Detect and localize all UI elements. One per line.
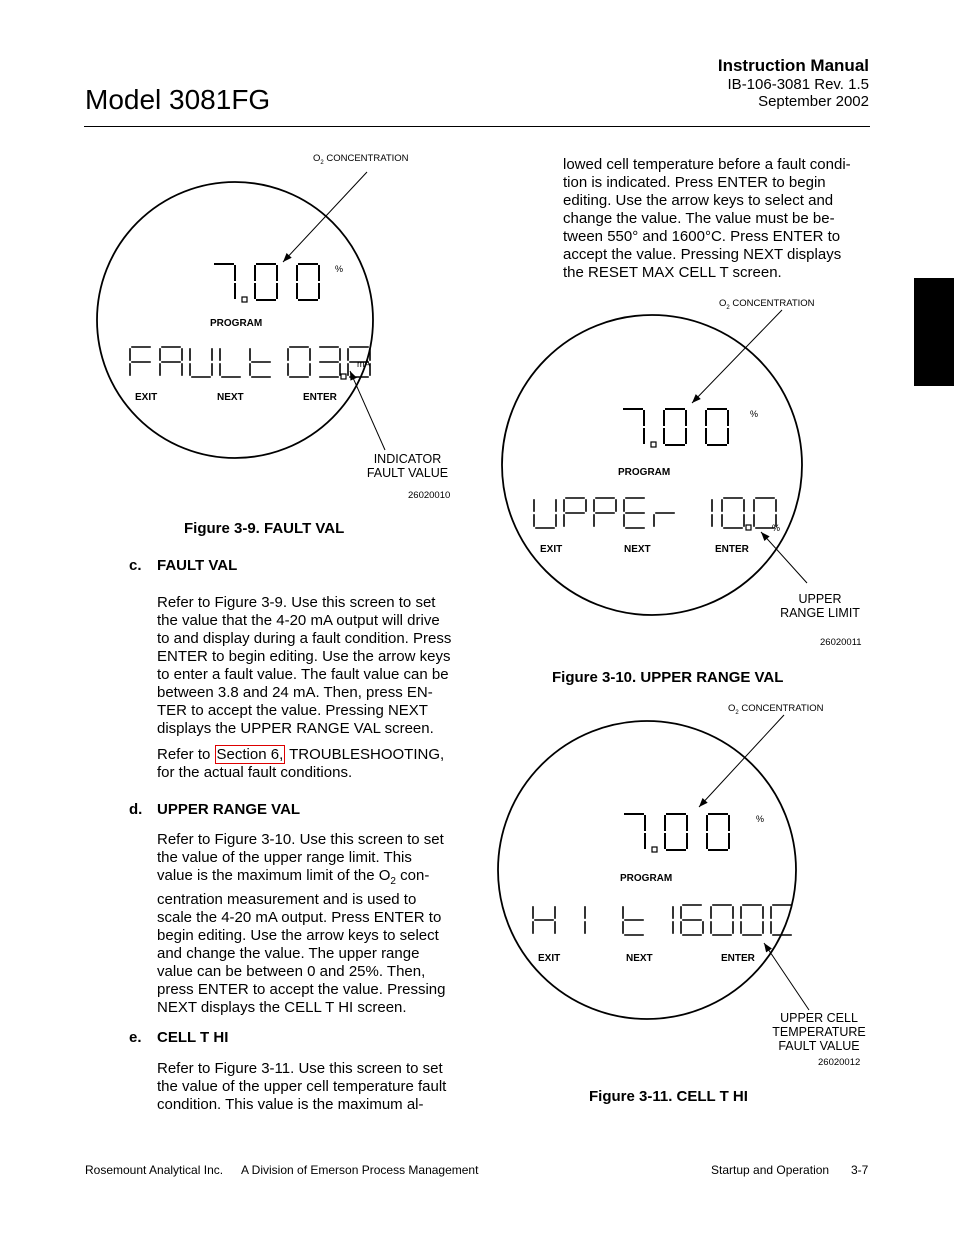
lower-value-char-0: [288, 347, 310, 377]
enter-key-label: ENTER: [715, 544, 749, 555]
footer-company: Rosemount Analytical Inc.: [85, 1163, 224, 1177]
fig11-caption: Figure 3-11. CELL T HI: [589, 1088, 748, 1105]
lower-value-char-3: [741, 905, 763, 935]
value-callout-arrow: [764, 943, 809, 1010]
lower-value-char-1: [722, 498, 744, 528]
lower-text-char-2: [594, 498, 616, 526]
o2-callout-arrow: [699, 715, 784, 807]
lower-text-char-2: [190, 349, 212, 377]
section-tab-marker: [914, 278, 954, 386]
fig10-id: 26020011: [820, 637, 862, 648]
lower-text-char-1: [564, 498, 586, 526]
exit-key-label: EXIT: [540, 544, 563, 555]
lower-text-char-4: [654, 513, 674, 526]
fig11-id: 26020012: [818, 1057, 861, 1068]
o2-value-char-1: [664, 409, 686, 445]
o2-percent-sign: %: [335, 264, 344, 274]
lower-text-char-0: [534, 500, 556, 528]
fig9-callout: INDICATOR FAULT VALUE: [366, 452, 449, 480]
lower-value-decimal-point: [341, 374, 346, 379]
section-c-paragraph-2: Refer to Section 6, TROUBLESHOOTING, for the actual fault conditions.: [157, 746, 445, 781]
fig9-o2-label: $O_2$ CONCENTRATION: [313, 153, 409, 166]
section-e-paragraph: Refer to Figure 3-11. Use this screen to set the value of the upper cell temperature fault condition. This value is the maximum al-: [157, 1060, 447, 1113]
enter-key-label: ENTER: [721, 953, 755, 964]
lower-value-char-2: [711, 905, 733, 935]
fig11-o2-label: $O_2$ CONCENTRATION: [728, 703, 824, 716]
fig11-callout: UPPER CELL TEMPERATURE FAULT VALUE: [772, 1011, 866, 1053]
doc-date: September 2002: [758, 93, 869, 110]
next-key-label: NEXT: [217, 392, 244, 403]
section-d-paragraph: Refer to Figure 3-10. Use this screen to set the value of the upper range limit. This value is the maximum limit of the $O_2$ con- centration measurement and is used to scale the 4-20 mA output. Press ENTER to begin editing. Use the arrow keys to select and change the value. The upper range value can be between 0 and 25%. Then, press ENTER to accept the value. Pressing NEXT displays the CELL T HI screen.: [157, 831, 446, 1016]
o2-value-char-0: [625, 814, 645, 848]
display-bezel: [502, 315, 802, 615]
lower-text-char-1: [160, 347, 182, 375]
fig9-caption: Figure 3-9. FAULT VAL: [184, 520, 345, 537]
footer-section: Startup and Operation: [711, 1163, 830, 1177]
value-callout-arrow: [761, 532, 807, 583]
program-label: PROGRAM: [210, 318, 263, 329]
o2-value-char-0: [624, 409, 644, 443]
footer-page-number: 3-7: [851, 1163, 869, 1177]
fig9-id: 26020010: [408, 490, 451, 501]
lower-text-char-0: [533, 907, 555, 933]
o2-percent-sign: %: [750, 409, 759, 419]
lower-value-char-1: [681, 905, 703, 935]
fig10-o2-label: $O_2$ CONCENTRATION: [719, 298, 815, 311]
section-e-letter: e.: [129, 1029, 142, 1046]
program-label: PROGRAM: [620, 873, 673, 884]
o2-value-decimal-point: [242, 297, 247, 302]
lower-text-char-3: [220, 349, 240, 377]
lower-text-char-0: [130, 347, 150, 375]
o2-callout-arrow: [283, 172, 367, 262]
lower-text-char-3: [623, 907, 643, 935]
section-c-title: FAULT VAL: [157, 557, 238, 574]
o2-value-char-2: [706, 409, 728, 445]
header-rule: [84, 126, 870, 127]
o2-value-decimal-point: [651, 442, 656, 447]
enter-key-label: ENTER: [303, 392, 337, 403]
section-e-title: CELL T HI: [157, 1029, 229, 1046]
manual-title: Instruction Manual: [717, 56, 869, 75]
lower-value-char-1: [320, 347, 340, 377]
program-label: PROGRAM: [618, 467, 671, 478]
page-model-title: Model 3081FG: [85, 84, 271, 115]
figure-3-10-display: [497, 310, 837, 640]
o2-value-char-2: [297, 264, 319, 300]
value-callout-arrow: [350, 371, 385, 450]
exit-key-label: EXIT: [538, 953, 561, 964]
exit-key-label: EXIT: [135, 392, 158, 403]
o2-value-char-1: [665, 814, 687, 850]
figure-3-9-display: [95, 165, 435, 495]
lower-text-char-4: [250, 349, 270, 377]
section-d-letter: d.: [129, 801, 143, 818]
next-key-label: NEXT: [626, 953, 653, 964]
fig10-caption: Figure 3-10. UPPER RANGE VAL: [552, 669, 784, 686]
doc-number: IB-106-3081 Rev. 1.5: [727, 76, 869, 93]
section-6-link[interactable]: Section 6,: [216, 746, 284, 763]
o2-percent-sign: %: [756, 814, 765, 824]
lower-text-char-3: [624, 498, 644, 528]
unit-label: %: [772, 523, 781, 533]
footer-division: A Division of Emerson Process Management: [241, 1163, 479, 1177]
o2-value-char-1: [255, 264, 277, 300]
figure-3-11-display: [494, 715, 834, 1045]
display-bezel: [498, 721, 796, 1019]
manual-header: [718, 56, 869, 110]
lower-value-decimal-point: [746, 525, 751, 530]
o2-value-char-2: [707, 814, 729, 850]
unit-label: mA: [357, 359, 371, 369]
section-c-letter: c.: [129, 557, 142, 574]
section-d-title: UPPER RANGE VAL: [157, 801, 301, 818]
section-c-paragraph-1: Refer to Figure 3-9. Use this screen to set the value that the 4-20 mA output will drive to and display during a fault condition. Press ENTER to begin editing. Use the arrow keys to enter a fault value. The fault value can be between 3.8 and 24 mA. Then, press EN- TER to accept the value. Pressing NEXT displays the UPPER RANGE VAL screen.: [157, 594, 452, 737]
cell-t-hi-continuation: lowed cell temperature before a fault condi- tion is indicated. Press ENTER to begin editing. Use the arrow keys to select and change the value. The value must be be- tween 550° and 1600°C. Press ENTER to accept the value. Pressing NEXT displays the RESET MAX CELL T screen.: [563, 156, 851, 281]
fig10-callout: UPPER RANGE LIMIT: [780, 592, 860, 620]
o2-value-decimal-point: [652, 847, 657, 852]
o2-value-char-0: [215, 264, 235, 298]
next-key-label: NEXT: [624, 544, 651, 555]
